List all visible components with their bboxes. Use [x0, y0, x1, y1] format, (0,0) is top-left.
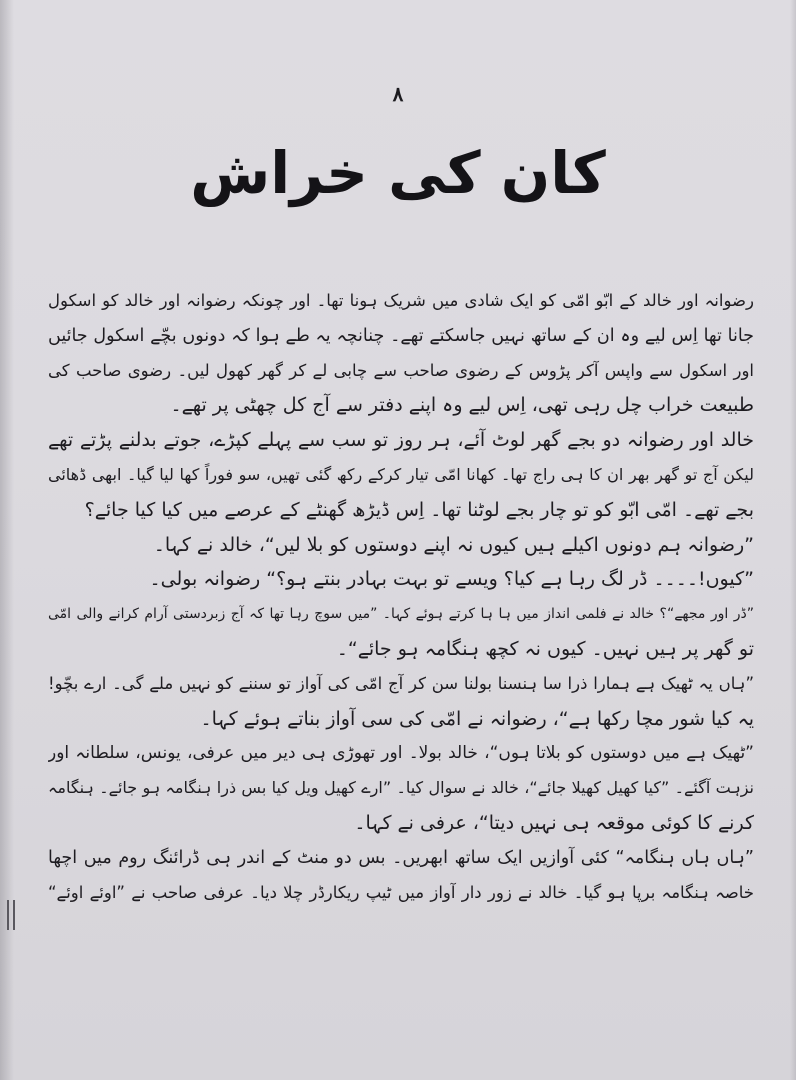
text-line: خاصہ ہنگامہ برپا ہو گیا۔ خالد نے زور دار آواز میں ٹیپ ریکارڈر چلا دیا۔ عرفی صاحب نے ”اوئے اوئے“: [48, 882, 754, 902]
text-line: تو گھر پر ہیں نہیں۔ کیوں نہ کچھ ہنگامہ ہو جائے“۔: [336, 637, 754, 660]
text-line: ”ہاں ہاں ہنگامہ“ کئی آوازیں ایک ساتھ ابھریں۔ بس دو منٹ کے اندر ہی ڈرائنگ روم میں اچھا: [48, 847, 754, 868]
text-line: رضوانہ اور خالد کے ابّو امّی کو ایک شادی میں شریک ہونا تھا۔ اور چونکہ رضوانہ اور خالد کو اسکول: [48, 291, 754, 310]
page-number: ۸: [392, 82, 404, 106]
text-line: جانا تھا اِس لیے وہ ان کے ساتھ نہیں جاسکتے تھے۔ چنانچہ یہ طے ہوا کہ دونوں بچّے اسکول جائیں: [48, 325, 754, 346]
text-line: یہ کیا شور مچا رکھا ہے“، رضوانہ نے امّی کی سی آواز بناتے ہوئے کہا۔: [200, 707, 754, 730]
margin-pencil-marks: [4, 900, 20, 932]
text-line: خالد اور رضوانہ دو بجے گھر لوٹ آئے، ہر روز تو سب سے پہلے کپڑے، جوتے بدلنے پڑتے تھے: [48, 429, 754, 452]
text-line: اور اسکول سے واپس آکر پڑوس کے رضوی صاحب سے چابی لے کر گھر کھول لیں۔ رضوی صاحب کی: [48, 360, 754, 380]
text-line: ”کیوں!۔۔۔۔ ڈر لگ رہا ہے کیا؟ ویسے تو بہت بہادر بنتے ہو؟“ رضوانہ بولی۔: [149, 568, 754, 591]
margin-mark: [7, 900, 9, 930]
text-line: نزہت آگئے۔ ”کیا کھیل کھیلا جائے“، خالد نے سوال کیا۔ ”ارے کھیل ویل کیا بس ذرا ہنگامہ ہو جائے۔ ہنگامہ: [48, 778, 754, 798]
text-line: طبیعت خراب چل رہی تھی، اِس لیے وہ اپنے دفتر سے آج کل چھٹی پر تھے۔: [170, 394, 754, 417]
text-line: کرنے کا کوئی موقعہ ہی نہیں دیتا“، عرفی نے کہا۔: [354, 811, 754, 834]
text-line: ”رضوانہ ہم دونوں اکیلے ہیں کیوں نہ اپنے دوستوں کو بلا لیں“، خالد نے کہا۔: [153, 533, 754, 556]
text-line: ”ہاں یہ ٹھیک ہے ہمارا ذرا سا ہنسنا بولنا سن کر آج امّی کی آواز تو سننے کو نہیں ملے گی۔ ارے بچّو!: [48, 673, 754, 693]
margin-mark: [13, 900, 15, 930]
text-line: ”ٹھیک ہے میں دوستوں کو بلاتا ہوں“، خالد بولا۔ اور تھوڑی ہی دیر میں عرفی، یونس، سلطانہ اور: [48, 743, 754, 764]
text-line: لیکن آج تو گھر بھر ان کا ہی راج تھا۔ کھانا امّی تیار کرکے رکھ گئی تھیں، سو فوراً کھا لیا گیا۔ ابھی ڈھائی: [48, 464, 754, 484]
chapter-title: کان کی خراش: [190, 139, 606, 207]
text-line: بجے تھے۔ امّی ابّو کو تو چار بجے لوٹنا تھا۔ اِس ڈیڑھ گھنٹے کے عرصے میں کیا کیا جائے؟: [84, 498, 754, 521]
text-line: ”ڈر اور مجھے“؟ خالد نے فلمی انداز میں ہا ہا کرتے ہوئے کہا۔ ”میں سوچ رہا تھا کہ آج زبردستی آرام کرانے والی امّی: [48, 606, 754, 623]
body-text: [48, 284, 754, 910]
